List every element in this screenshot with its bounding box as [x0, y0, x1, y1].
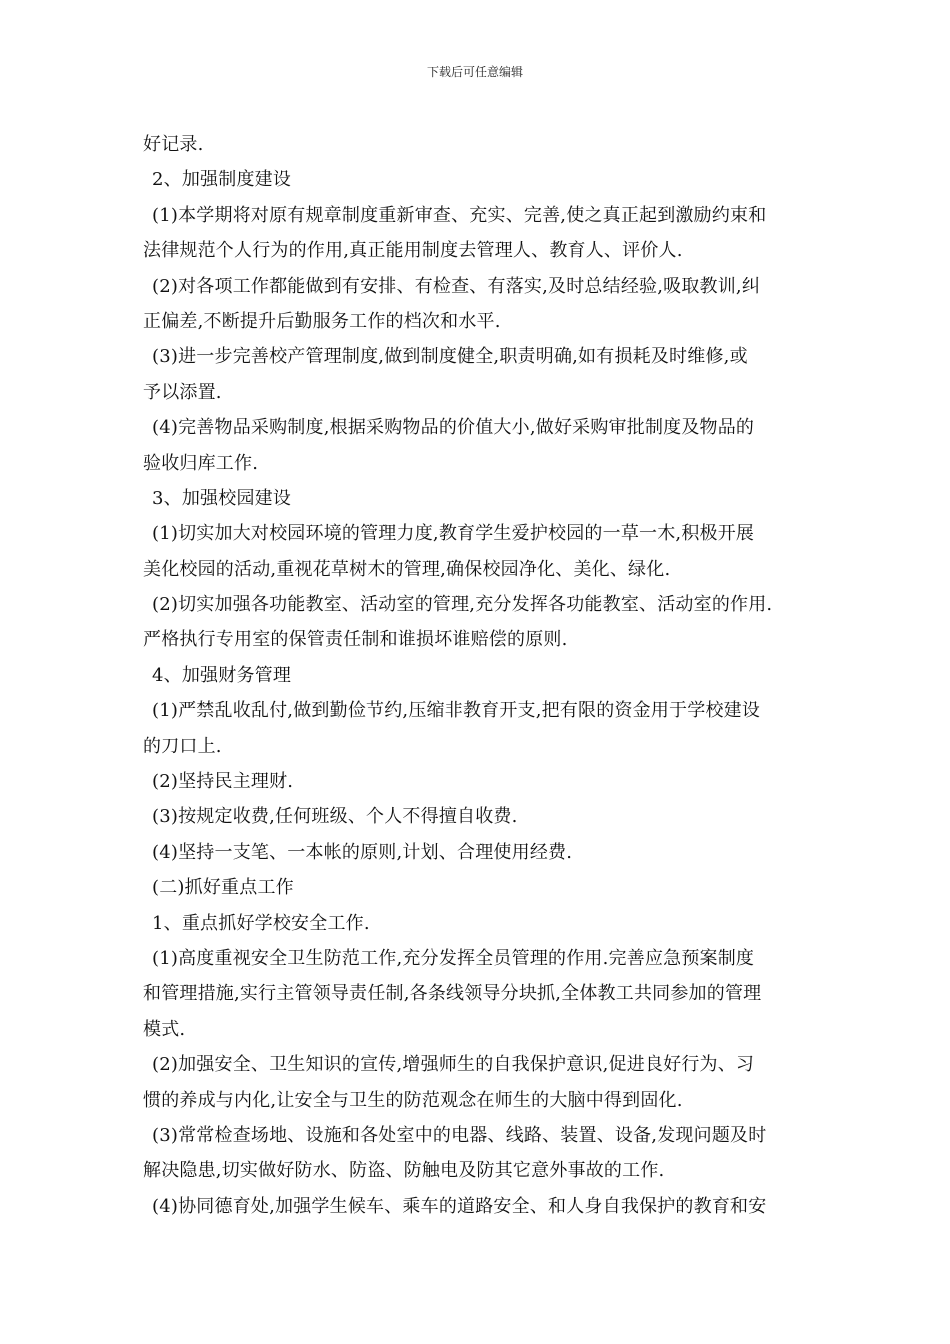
- text-line: (1)切实加大对校园环境的管理力度,教育学生爱护校园的一草一木,积极开展: [152, 523, 755, 545]
- text-line: 正偏差,不断提升后勤服务工作的档次和水平.: [143, 310, 501, 332]
- text-line: 的刀口上.: [143, 735, 222, 757]
- text-line: 惯的养成与内化,让安全与卫生的防范观念在师生的大脑中得到固化.: [143, 1089, 683, 1111]
- text-line: 美化校园的活动,重视花草树木的管理,确保校园净化、美化、绿化.: [143, 558, 671, 580]
- text-line: (二)抓好重点工作: [152, 877, 294, 899]
- text-line: (2)坚持民主理财.: [152, 771, 294, 793]
- text-line: 予以添置.: [143, 381, 222, 403]
- text-line: 和管理措施,实行主管领导责任制,各条线领导分块抓,全体教工共同参加的管理: [143, 983, 762, 1005]
- text-line: (4)协同德育处,加强学生候车、乘车的道路安全、和人身自我保护的教育和安: [152, 1195, 767, 1217]
- text-line: (2)切实加强各功能教室、活动室的管理,充分发挥各功能教室、活动室的作用.: [152, 594, 773, 616]
- text-line: (1)严禁乱收乱付,做到勤俭节约,压缩非教育开支,把有限的资金用于学校建设: [152, 700, 761, 722]
- text-line: (3)常常检查场地、设施和各处室中的电器、线路、装置、设备,发现问题及时: [152, 1124, 767, 1146]
- text-line: 解决隐患,切实做好防水、防盗、防触电及防其它意外事故的工作.: [143, 1160, 665, 1182]
- page-header: 下载后可任意编辑: [426, 65, 523, 79]
- text-line: 1、重点抓好学校安全工作.: [152, 912, 370, 934]
- document-body: [143, 127, 813, 1224]
- text-line: (4)完善物品采购制度,根据采购物品的价值大小,做好采购审批制度及物品的: [152, 417, 755, 439]
- text-line: (3)进一步完善校产管理制度,做到制度健全,职责明确,如有损耗及时维修,或: [152, 346, 748, 368]
- text-line: 好记录.: [143, 134, 204, 155]
- text-line: (2)对各项工作都能做到有安排、有检查、有落实,及时总结经验,吸取教训,纠: [152, 275, 761, 297]
- text-line: (3)按规定收费,任何班级、个人不得擅自收费.: [152, 806, 518, 828]
- text-line: 验收归库工作.: [143, 452, 259, 474]
- text-line: 严格执行专用室的保管责任制和谁损坏谁赔偿的原则.: [143, 629, 568, 651]
- text-line: (1)本学期将对原有规章制度重新审查、充实、完善,使之真正起到激励约束和: [152, 204, 767, 226]
- text-line: 模式.: [143, 1018, 186, 1040]
- text-line: 2、加强制度建设: [152, 169, 292, 191]
- text-line: 法律规范个人行为的作用,真正能用制度去管理人、教育人、评价人.: [143, 240, 683, 262]
- text-line: 4、加强财务管理: [152, 664, 292, 686]
- text-line: (4)坚持一支笔、一本帐的原则,计划、合理使用经费.: [152, 841, 573, 863]
- text-line: 3、加强校园建设: [152, 487, 292, 509]
- text-line: (1)高度重视安全卫生防范工作,充分发挥全员管理的作用.完善应急预案制度: [152, 947, 755, 969]
- text-line: (2)加强安全、卫生知识的宣传,增强师生的自我保护意识,促进良好行为、习: [152, 1054, 755, 1076]
